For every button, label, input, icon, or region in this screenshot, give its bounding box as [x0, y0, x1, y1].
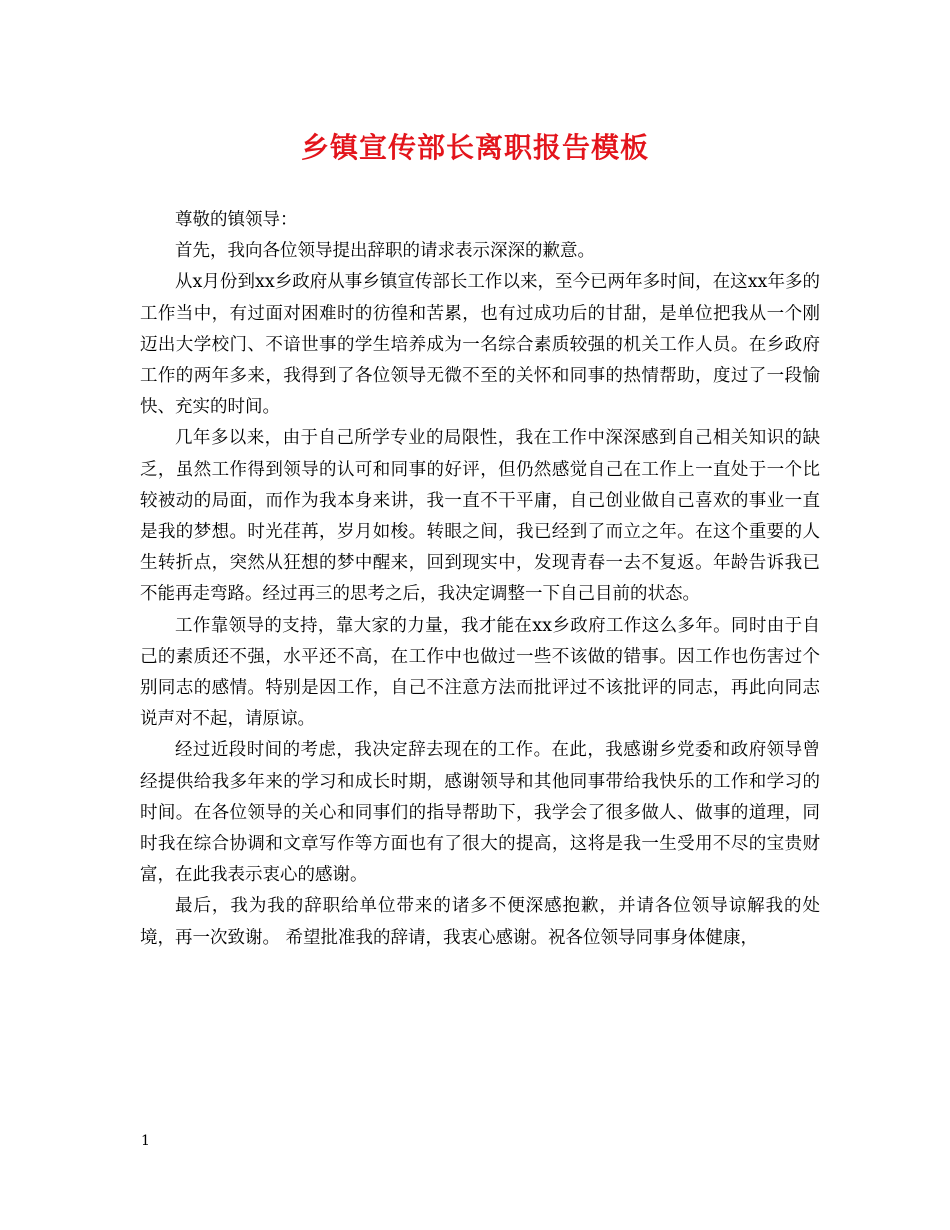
paragraph-work-history: 从x月份到xx乡政府从事乡镇宣传部长工作以来，至今已两年多时间，在这xx年多的工作当中，有过面对困难时的彷徨和苦累，也有过成功后的甘甜，是单位把我从一个刚迈出大学校门、不谙世事的学生培养成为一名综合素质较强的机关工作人员。在乡政府工作的两年多来，我得到了各位领导无微不至的关怀和同事的热情帮助，度过了一段愉快、充实的时间。	[140, 272, 820, 418]
document-body	[140, 205, 820, 954]
paragraph-closing: 最后，我为我的辞职给单位带来的诸多不便深感抱歉，并请各位领导谅解我的处境，再一次致谢。 希望批准我的辞请，我衷心感谢。祝各位领导同事身体健康，	[140, 896, 820, 948]
page-number: 1	[141, 1133, 150, 1149]
paragraph-thanks-colleagues: 工作靠领导的支持，靠大家的力量，我才能在xx乡政府工作这么多年。同时由于自己的素质还不强，水平还不高，在工作中也做过一些不该做的错事。因工作也伤害过个别同志的感情。特别是因工作，自己不注意方法而批评过不该批评的同志，再此向同志说声对不起，请原谅。	[140, 615, 820, 730]
paragraph-apology: 首先，我向各位领导提出辞职的请求表示深深的歉意。	[175, 241, 595, 262]
paragraph-reflection: 几年多以来，由于自己所学专业的局限性，我在工作中深深感到自己相关知识的缺乏，虽然工作得到领导的认可和同事的好评，但仍然感觉自己在工作上一直处于一个比较被动的局面，而作为我本身来讲，我一直不干平庸，自己创业做自己喜欢的事业一直是我的梦想。时光荏苒，岁月如梭。转眼之间，我已经到了而立之年。在这个重要的人生转折点，突然从狂想的梦中醒来，回到现实中，发现青春一去不复返。年龄告诉我已不能再走弯路。经过再三的思考之后，我决定调整一下自己目前的状态。	[140, 428, 820, 605]
salutation: 尊敬的镇领导：	[175, 210, 298, 230]
document-title: 乡镇宣传部长离职报告模板	[300, 131, 649, 164]
paragraph-decision: 经过近段时间的考虑，我决定辞去现在的工作。在此，我感谢乡党委和政府领导曾经提供给我多年来的学习和成长时期，感谢领导和其他同事带给我快乐的工作和学习的时间。在各位领导的关心和同事们的指导帮助下，我学会了很多做人、做事的道理，同时我在综合协调和文章写作等方面也有了很大的提高，这将是我一生受用不尽的宝贵财富，在此我表示衷心的感谢。	[140, 740, 820, 886]
